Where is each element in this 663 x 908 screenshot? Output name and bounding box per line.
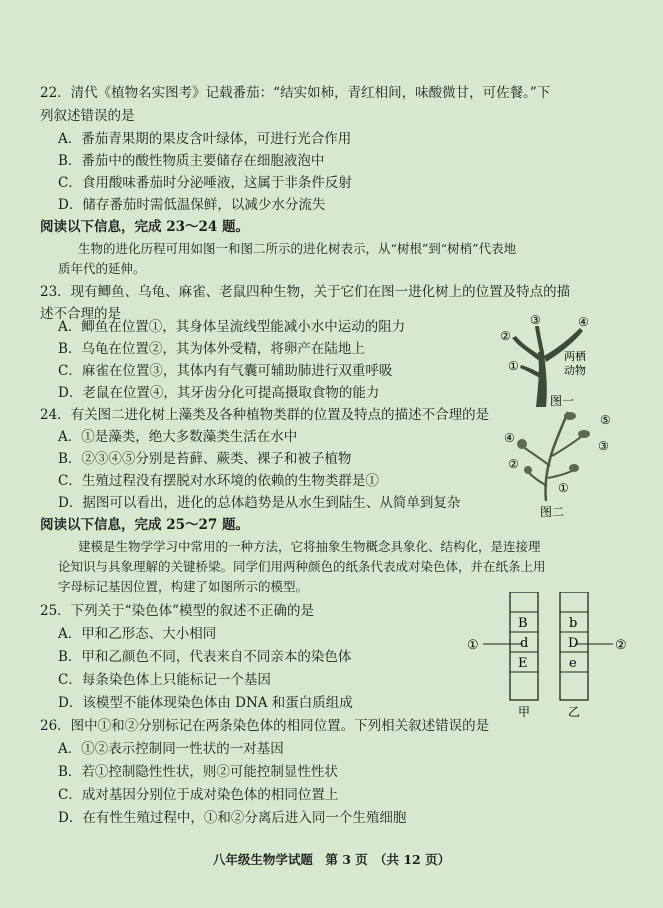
fig2-label-2: ② <box>508 457 519 471</box>
fig1-caption: 图一 <box>550 394 575 408</box>
reading2-text-line3: 字母标记基因位置，构建了如图所示的模型。 <box>58 579 309 594</box>
marker-left: ① <box>467 638 479 653</box>
q22-stem-line1: 22．清代《植物名实图考》记载番茄：“结实如柿，青红相间，味酸微甘，可佐餐。”下 <box>40 85 551 101</box>
tree-branch-low <box>520 365 542 378</box>
q22-option-d: D．储存番茄时需低温保鲜，以减少水分流失 <box>58 197 326 213</box>
fig2-caption: 图二 <box>540 505 565 519</box>
caption-yi: 乙 <box>568 705 581 719</box>
q23-option-c: C．麻雀在位置③，其体内有气囊可辅助肺进行双重呼吸 <box>58 363 393 379</box>
reading1-text-line1: 生物的进化历程可用如图一和图二所示的进化树表示，从“树根”到“树梢”代表地 <box>78 241 517 256</box>
figure-1-evolution-tree <box>488 312 618 412</box>
q25-stem: 25．下列关于“染色体”模型的叙述不正确的是 <box>40 603 314 619</box>
q23-stem-line1: 23．现有鲫鱼、乌龟、麻雀、老鼠四种生物，关于它们在图一进化树上的位置及特点的描 <box>40 284 571 300</box>
fig1-label-4: ④ <box>578 315 589 329</box>
page-footer: 八年级生物学试题 第 3 页 （共 12 页） <box>212 852 451 867</box>
fig1-label-1: ① <box>508 359 519 373</box>
tree-trunk <box>536 352 547 407</box>
plant-leaf-1 <box>564 412 576 420</box>
q22-option-b: B．番茄中的酸性物质主要储存在细胞液泡中 <box>58 153 325 169</box>
caption-jia: 甲 <box>518 705 531 719</box>
q24-option-b: B．②③④⑤分别是苔藓、蕨类、裸子和被子植物 <box>58 451 352 467</box>
plant-branch-lower-right <box>548 470 574 478</box>
reading1-header: 阅读以下信息，完成 23～24 题。 <box>40 219 249 235</box>
fig2-label-1: ① <box>558 481 569 495</box>
fig1-label-3: ③ <box>530 313 541 327</box>
reading2-text-line1: 建模是生物学学习中常用的一种方法，它将抽象生物概念具象化、结构化，是连接理 <box>78 539 541 554</box>
q25-option-d: D．该模型不能体现染色体由 DNA 和蛋白质组成 <box>58 695 353 711</box>
plant-leaf-3 <box>578 430 590 438</box>
plant-branch-lower <box>528 472 547 486</box>
plant-leaf-5 <box>524 466 532 474</box>
q25-option-b: B．甲和乙颜色不同，代表来自不同亲本的染色体 <box>58 649 352 665</box>
q24-option-a: A．①是藻类，绝大多数藻类生活在水中 <box>58 429 298 445</box>
q24-option-c: C．生殖过程没有摆脱对水环境的依赖的生物类群是① <box>58 473 379 489</box>
q26-option-a: A．①②表示控制同一性状的一对基因 <box>58 741 284 757</box>
figure-2-plant-tree <box>500 406 620 521</box>
yi-gene-1: b <box>569 616 578 631</box>
q23-option-a: A．鲫鱼在位置①，其身体呈流线型能减小水中运动的阻力 <box>58 319 406 335</box>
marker-right: ② <box>615 638 627 653</box>
yi-gene-2: D <box>568 636 579 651</box>
q24-stem: 24．有关图二进化树上藻类及各种植物类群的位置及特点的描述不合理的是 <box>40 407 490 423</box>
fig1-amphibian-label-2: 动物 <box>564 364 586 377</box>
q25-option-a: A．甲和乙形态、大小相同 <box>58 626 217 642</box>
q26-option-d: D．在有性生殖过程中，①和②分离后进入同一个生殖细胞 <box>58 810 407 826</box>
fig1-label-2: ② <box>500 329 511 343</box>
fig2-label-3: ③ <box>598 439 609 453</box>
q23-option-b: B．乌龟在位置②，其为体外受精，将卵产在陆地上 <box>58 341 365 357</box>
plant-leaf-2 <box>517 439 527 449</box>
q22-stem-line2: 列叙述错误的是 <box>40 108 135 124</box>
jia-gene-2: d <box>520 636 529 651</box>
fig2-label-5: ⑤ <box>600 413 611 427</box>
reading2-header: 阅读以下信息，完成 25～27 题。 <box>40 517 249 533</box>
q24-option-d: D．据图可以看出，进化的总体趋势是从水生到陆生、从简单到复杂 <box>58 495 461 511</box>
q23-option-d: D．老鼠在位置④，其牙齿分化可提高摄取食物的能力 <box>58 385 380 401</box>
fig2-label-4: ④ <box>504 431 515 445</box>
q26-option-b: B．若①控制隐性性状，则②可能控制显性性状 <box>58 764 338 780</box>
q22-option-a: A．番茄青果期的果皮含叶绿体，可进行光合作用 <box>58 131 352 147</box>
jia-gene-1: B <box>518 616 528 631</box>
q26-stem: 26．图中①和②分别标记在两条染色体的相同位置。下列相关叙述错误的是 <box>40 718 490 734</box>
figure-3-chromosome-model <box>465 592 635 722</box>
reading1-text-line2: 质年代的延伸。 <box>58 261 146 276</box>
q26-option-c: C．成对基因分别位于成对染色体的相同位置上 <box>58 787 339 803</box>
plant-leaf-4 <box>569 464 579 472</box>
q25-option-c: C．每条染色体上只能标记一个基因 <box>58 672 271 688</box>
q23-stem-line2: 述不合理的是 <box>40 306 121 322</box>
tree-branch-left <box>512 336 541 360</box>
plant-branch-left <box>522 446 550 466</box>
fig1-amphibian-label-1: 两栖 <box>564 350 586 363</box>
tree-branch-mid <box>535 326 544 354</box>
q22-option-c: C．食用酸味番茄时分泌唾液，这属于非条件反射 <box>58 175 352 191</box>
reading2-text-line2: 论知识与具象理解的关键桥梁。同学们用两种颜色的纸条代表成对染色体，并在纸条上用 <box>58 559 546 574</box>
yi-gene-3: e <box>569 656 577 671</box>
jia-gene-3: E <box>518 656 528 671</box>
